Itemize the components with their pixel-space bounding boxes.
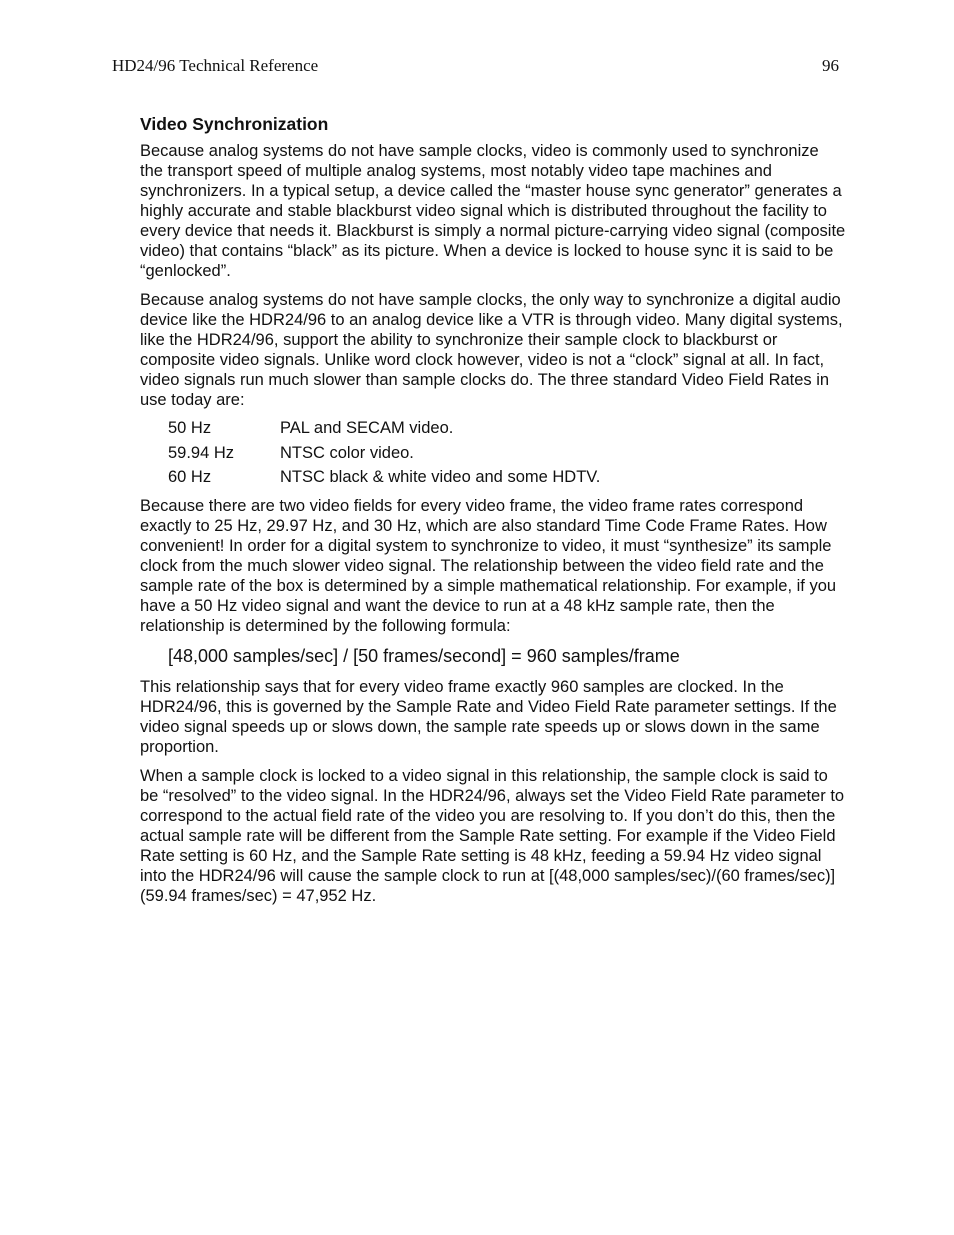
- field-rate-row: [168, 443, 846, 468]
- field-rate-value: 60 Hz: [168, 468, 212, 486]
- section-title: Video Synchronization: [140, 114, 329, 134]
- paragraph: Because analog systems do not have sample clocks, the only way to synchronize a digital audio device like the HDR24/96 to an analog device like a VTR is through video. Many digital systems, like the HDR24/96, support the ability to synchronize their sample clock to blackburst or composite video signals. Unlike word clock however, video is not a “clock” signal at all. In fact, video signals run much slower than sample clocks do. The three standard Video Field Rates in use today are:: [140, 291, 843, 409]
- page-number: 96: [822, 56, 839, 75]
- page-body: [140, 113, 846, 915]
- field-rate-value: 50 Hz: [168, 419, 212, 437]
- field-rate-row: [168, 467, 846, 492]
- field-rate-description: NTSC black & white video and some HDTV.: [280, 468, 601, 486]
- field-rate-value: 59.94 Hz: [168, 443, 235, 462]
- paragraph: Because analog systems do not have sample clocks, video is commonly used to synchronize the transport speed of multiple analog systems, most notably video tape machines and synchronizers. In a typical setup, a device called the “master house sync generator” generates a highly accurate and stable blackburst video signal which is distributed throughout the facility to every device that needs it. Blackburst is simply a normal picture-carrying video signal (composite video) that contains “black” as its picture. When a device is locked to house sync it is said to be “genlocked”.: [140, 142, 846, 280]
- field-rate-row: [168, 418, 846, 443]
- field-rates-list: [168, 418, 846, 492]
- field-rate-description: NTSC color video.: [280, 443, 414, 462]
- formula: [48,000 samples/sec] / [50 frames/second] = 960 samples/frame: [168, 645, 680, 666]
- paragraph: This relationship says that for every video frame exactly 960 samples are clocked. In the HDR24/96, this is governed by the Sample Rate and Video Field Rate parameter settings. If the video signal speeds up or slows down, the sample rate speeds up or slows down in the same proportion.: [140, 677, 837, 756]
- paragraph: When a sample clock is locked to a video signal in this relationship, the sample clock is said to be “resolved” to the video signal. In the HDR24/96, always set the Video Field Rate parameter to correspond to the actual field rate of the video you are resolving to. If you don’t do this, then the actual sample rate will be different from the Sample Rate setting. For example if the Video Field Rate setting is 60 Hz, and the Sample Rate setting is 48 kHz, feeding a 59.94 Hz video signal into the HDR24/96 will cause the sample clock to run at [(48,000 samples/sec)/(60 frames/sec)](59.94 frames/sec) = 47,952 Hz.: [140, 766, 845, 905]
- paragraph: Because there are two video fields for every video frame, the video frame rates correspond exactly to 25 Hz, 29.97 Hz, and 30 Hz, which are also standard Time Code Frame Rates. How convenient! In order for a digital system to synchronize to video, it must “synthesize” its sample clock from the much slower video signal. The relationship between the video field rate and the sample rate of the box is determined by a simple mathematical relationship. For example, if you have a 50 Hz video signal and want the device to run at a 48 kHz sample rate, then the relationship is determined by the following formula:: [140, 496, 837, 635]
- document-title: HD24/96 Technical Reference: [112, 56, 319, 75]
- field-rate-description: PAL and SECAM video.: [280, 419, 454, 437]
